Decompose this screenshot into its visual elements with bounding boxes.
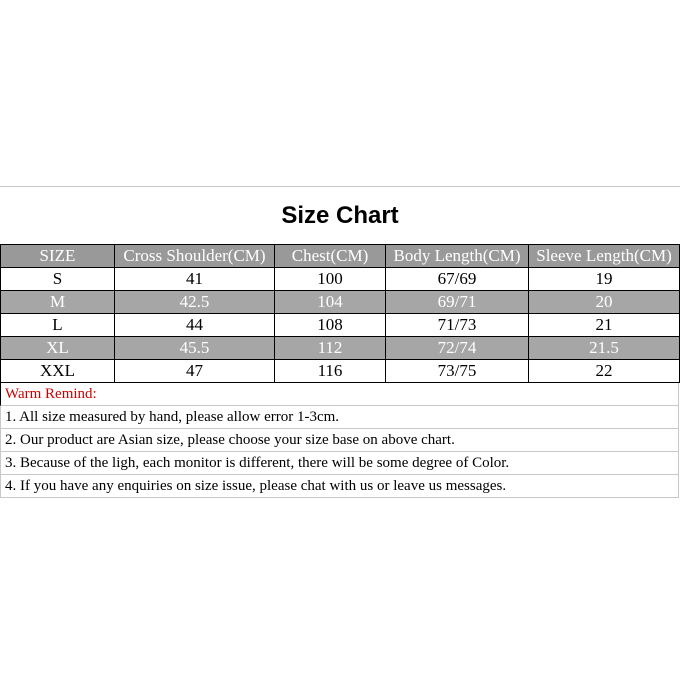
table-row (1, 337, 680, 360)
cell-chest: 116 (275, 360, 386, 383)
cell-sleeve-length: 21 (529, 314, 680, 337)
cell-cross-shoulder: 41 (115, 268, 275, 291)
cell-sleeve-length: 20 (529, 291, 680, 314)
remind-item: 2. Our product are Asian size, please choose your size base on above chart. (0, 429, 679, 452)
cell-body-length: 72/74 (386, 337, 529, 360)
cell-chest: 100 (275, 268, 386, 291)
remind-item: 4. If you have any enquiries on size issue, please chat with us or leave us messages. (0, 475, 679, 498)
cell-chest: 108 (275, 314, 386, 337)
table-row (1, 360, 680, 383)
header-cross-shoulder: Cross Shoulder(CM) (115, 245, 275, 268)
header-body-length: Body Length(CM) (386, 245, 529, 268)
warm-remind-section (0, 383, 679, 498)
cell-body-length: 71/73 (386, 314, 529, 337)
cell-size: XXL (1, 360, 115, 383)
header-chest: Chest(CM) (275, 245, 386, 268)
cell-cross-shoulder: 47 (115, 360, 275, 383)
cell-sleeve-length: 21.5 (529, 337, 680, 360)
cell-body-length: 73/75 (386, 360, 529, 383)
cell-cross-shoulder: 42.5 (115, 291, 275, 314)
cell-body-length: 69/71 (386, 291, 529, 314)
cell-size: L (1, 314, 115, 337)
cell-sleeve-length: 19 (529, 268, 680, 291)
header-size: SIZE (1, 245, 115, 268)
warm-remind-heading: Warm Remind: (0, 383, 679, 406)
cell-cross-shoulder: 45.5 (115, 337, 275, 360)
cell-cross-shoulder: 44 (115, 314, 275, 337)
header-sleeve-length: Sleeve Length(CM) (529, 245, 680, 268)
cell-size: M (1, 291, 115, 314)
table-row (1, 314, 680, 337)
table-row (1, 291, 680, 314)
title-row (0, 186, 680, 244)
remind-item: 3. Because of the ligh, each monitor is different, there will be some degree of Color. (0, 452, 679, 475)
cell-sleeve-length: 22 (529, 360, 680, 383)
cell-size: XL (1, 337, 115, 360)
cell-chest: 104 (275, 291, 386, 314)
cell-size: S (1, 268, 115, 291)
chart-title: Size Chart (281, 201, 399, 229)
cell-body-length: 67/69 (386, 268, 529, 291)
size-chart (0, 186, 680, 498)
table-row (1, 268, 680, 291)
size-table (0, 244, 680, 383)
remind-item: 1. All size measured by hand, please allow error 1-3cm. (0, 406, 679, 429)
cell-chest: 112 (275, 337, 386, 360)
table-header-row (1, 245, 680, 268)
